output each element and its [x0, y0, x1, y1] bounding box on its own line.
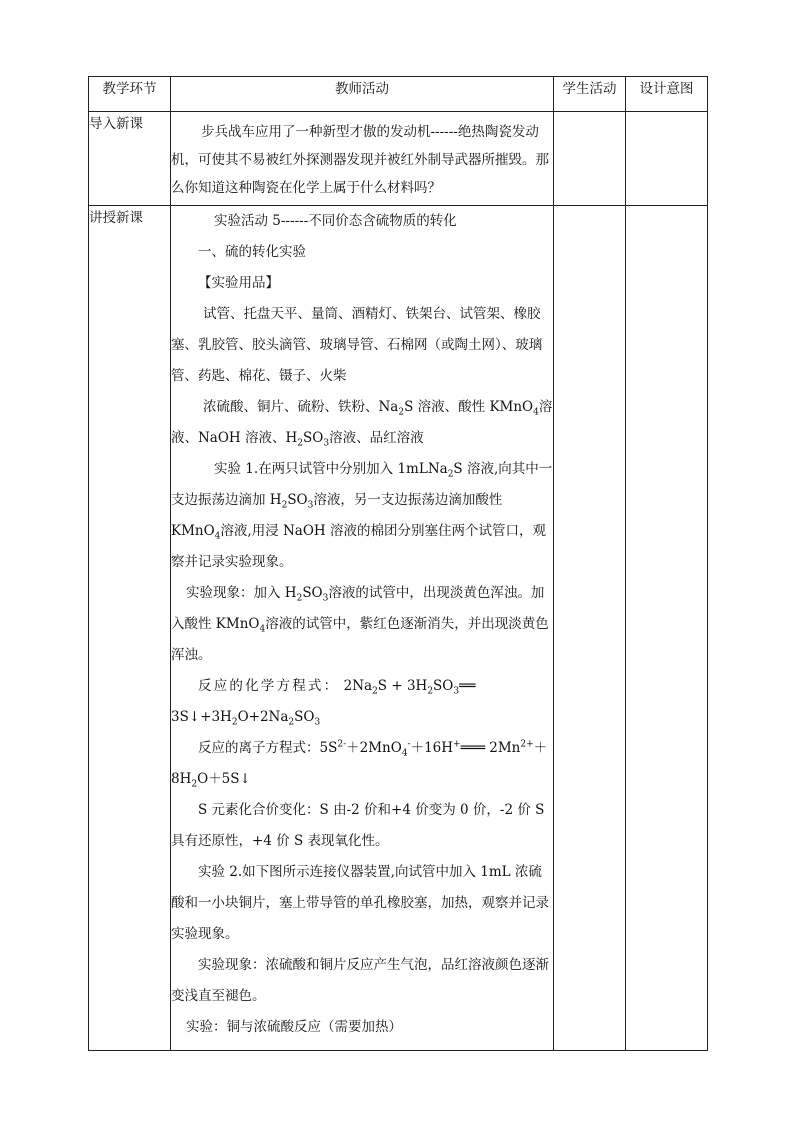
lecture-teacher-cell: [171, 206, 554, 1051]
copper-experiment: 实验：铜与浓硫酸反应（需要加热）: [186, 1019, 402, 1035]
ionic-equation: 反应的离子方程式：$5S^{2-}+2MnO_4^-+16H^+═══$ $2Mn^{2+}+8H_2O+5S↓$: [171, 739, 548, 790]
intro-design-cell: [626, 112, 708, 206]
experiment-2: 实验 2.如下图所示连接仪器装置,向试管中加入 1mL 浓硫酸和一小块铜片，塞上带导管的单孔橡胶塞，加热，观察并记录实验现象。: [171, 864, 549, 942]
header-stage: 教学环节: [89, 77, 171, 112]
activity-title: 实验活动 5------不同价态含硫物质的转化: [214, 213, 457, 229]
reagent-list: 浓硫酸、铜片、硫粉、铁粉、$Na_2S$ 溶液、酸性 KMnO$_4$溶液、NaOH 溶液、$H_2SO_3$溶液、品红溶液: [171, 399, 553, 449]
intro-teacher-cell: [171, 112, 554, 206]
header-teacher-activity: 教师活动: [171, 77, 554, 112]
observation-2: 实验现象：浓硫酸和铜片反应产生气泡，品红溶液颜色逐渐变浅直至褪色。: [171, 957, 549, 1004]
lesson-plan-table: [88, 76, 708, 1051]
intro-text: 步兵战车应用了一种新型才傲的发动机------绝热陶瓷发动机，可使其不易被红外探测器发现并被红外制导武器所摧毁。那么你知道这种陶瓷在化学上属于什么材料吗？: [171, 124, 549, 196]
intro-stage-cell: 导入新课: [89, 112, 171, 206]
header-row: [89, 77, 708, 112]
valence-change: S 元素化合价变化：S 由-2 价和+4 价变为 0 价，-2 价 S 具有还原性，+4 价 S 表现氧化性。: [171, 802, 545, 849]
header-design-intent: 设计意图: [626, 77, 708, 112]
chemical-equation: 反应的化学方程式： $2Na_2S$ + $3H_2SO_3══$ $3S↓+3H_2O+2Na_2SO_3$: [171, 678, 476, 728]
section-title: 一、硫的转化实验: [198, 244, 306, 260]
intro-row: [89, 112, 708, 206]
lecture-design-cell: [626, 206, 708, 1051]
lecture-stage-cell: 讲授新课: [89, 206, 171, 1051]
observation-1: 实验现象：加入 $H_2SO_3$溶液的试管中，出现淡黄色浑浊。加入酸性 KMnO$_4$溶液的试管中，紫红色逐渐消失，并出现淡黄色浑浊。: [171, 585, 549, 663]
experiment-1: 实验 1.在两只试管中分别加入 1mLNa$_2$S 溶液,向其中一支边振荡边滴加 $H_2SO_3$溶液，另一支边振荡边滴加酸性 KMnO$_4$溶液,用浸 NaOH 溶液的棉团分别塞住两个试管口，观察并记录实验现象。: [171, 461, 553, 570]
lecture-row: [89, 206, 708, 1051]
supplies-title: 【实验用品】: [198, 275, 279, 291]
header-student-activity: 学生活动: [554, 77, 626, 112]
lecture-student-cell: [554, 206, 626, 1051]
intro-student-cell: [554, 112, 626, 206]
equipment-list: 试管、托盘天平、量筒、酒精灯、铁架台、试管架、橡胶塞、乳胶管、胶头滴管、玻璃导管、石棉网（或陶土网）、玻璃管、药匙、棉花、镊子、火柴: [171, 306, 543, 384]
